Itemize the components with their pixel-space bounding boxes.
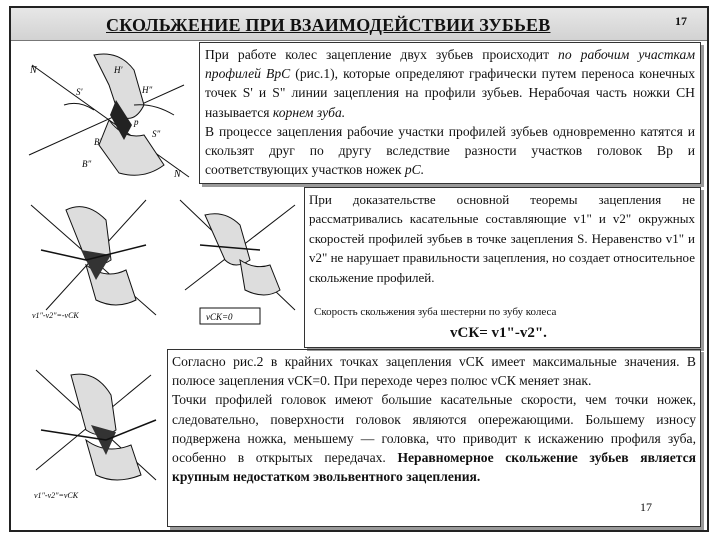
velocity-caption: Скорость скольжения зуба шестерни по зубу колеса (314, 306, 557, 318)
svg-text:H': H' (114, 65, 123, 75)
slide-number: 17 (675, 14, 687, 28)
text-block-3-content: Согласно рис.2 в крайних точках зацепления vСК имеет максимальные значения. В полюсе зацепления vСК=0. При переходе через полюс vСК меняет знак. Точки профилей головок имеют большие касательные скорости, чем точки ножек, следовательно, поверхности головок являются опережающими. Большему износу подвержена ножка, меньшему — головка, что приводит к искажению профиля зуба, особенно в открытых передачах. Неравномерное скольжение зубьев является крупным недостатком эвольвентного зацепления. (172, 354, 696, 485)
gear-mesh-figure-2 (26, 190, 166, 325)
gear-mesh-figure-3 (170, 190, 305, 330)
sliding-velocity-formula: vСК= v1"-v2". (450, 325, 547, 341)
fig3-formula: vСК=0 (206, 312, 233, 322)
gear-mesh-figure-4 (26, 360, 166, 510)
svg-text:H": H" (142, 85, 153, 95)
text-block-2-content: При доказательстве основной теоремы зацепления не рассматривались касательные составляющие v1" и v2" окружных скоростей профилей зубьев в точке зацепления S. Неравенство v1" и v2" не нарушает правильности зацепления, но создает относительное скольжение профилей. (309, 192, 695, 285)
fig2-formula: v1"-v2"=-vСК (32, 311, 79, 320)
svg-text:p: p (134, 117, 139, 127)
svg-text:B": B" (82, 159, 92, 169)
svg-text:N: N (174, 169, 181, 180)
svg-text:S': S' (76, 87, 83, 97)
fig1-label-n-top: N (30, 65, 37, 76)
fig4-formula: v1"-v2"=vСК (34, 491, 79, 500)
svg-text:S": S" (152, 129, 161, 139)
gear-mesh-figure-1 (24, 45, 196, 185)
slide-title: СКОЛЬЖЕНИЕ ПРИ ВЗАИМОДЕЙСТВИИ ЗУБЬЕВ (106, 15, 551, 35)
page-number: 17 (640, 500, 652, 514)
text-block-1-content: При работе колес зацепление двух зубьев происходит по рабочим участкам профилей BpC (рис.1), которые определяют графически путем переноса конечных точек S' и S" линии зацепления на профили зубьев. Нерабочая часть ножки CH называется корнем зуба. В процессе зацепления рабочие участки профилей зубьев одновременно катятся и скользят друг по другу вследствие разности участков головок Bp и соответствующих участков ножек pC. (205, 47, 695, 178)
svg-text:B': B' (94, 137, 102, 147)
